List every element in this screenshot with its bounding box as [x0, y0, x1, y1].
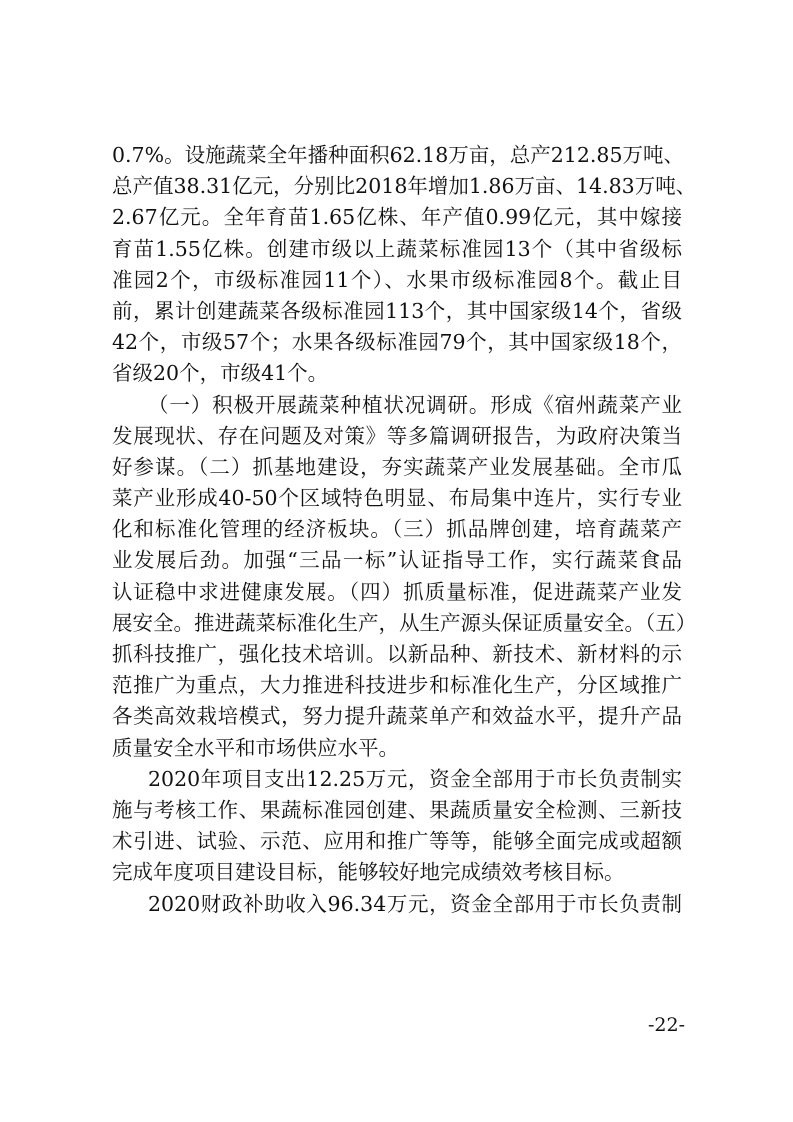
text-line: 化和标准化管理的经济板块。（三）抓品牌创建，培育蔬菜产	[112, 517, 682, 542]
text-line: 2020财政补助收入96.34万元，资金全部用于市长负责制	[148, 891, 682, 916]
body-text	[112, 140, 697, 920]
text-line: 菜产业形成40-50个区域特色明显、布局集中连片，实行专业	[112, 486, 682, 511]
text-line: 前，累计创建蔬菜各级标准园113个，其中国家级14个，省级	[112, 298, 682, 323]
page-number: -22-	[648, 1014, 686, 1036]
text-line: 质量安全水平和市场供应水平。	[112, 735, 399, 760]
text-line: 术引进、试验、示范、应用和推广等等，能够全面完成或超额	[112, 829, 682, 854]
text-line: 发展现状、存在问题及对策》等多篇调研报告，为政府决策当	[112, 423, 682, 448]
text-line: 施与考核工作、果蔬标准园创建、果蔬质量安全检测、三新技	[112, 797, 682, 822]
text-line: 好参谋。（二）抓基地建设，夯实蔬菜产业发展基础。全市瓜	[112, 454, 682, 479]
text-line: 完成年度项目建设目标，能够较好地完成绩效考核目标。	[112, 860, 625, 885]
text-line: 展安全。推进蔬菜标准化生产，从生产源头保证质量安全。（五）	[112, 610, 697, 635]
text-line: 范推广为重点，大力推进科技进步和标准化生产，分区域推广	[112, 673, 682, 698]
text-line: 业发展后劲。加强“三品一标”认证指导工作，实行蔬菜食品	[112, 548, 682, 573]
text-line: 认证稳中求进健康发展。（四）抓质量标准，促进蔬菜产业发	[112, 579, 682, 604]
text-line: 省级20个，市级41个。	[112, 361, 329, 386]
text-line: 总产值38.31亿元，分别比2018年增加1.86万亩、14.83万吨、	[112, 174, 697, 199]
paragraph-1	[112, 140, 697, 390]
text-line: 抓科技推广，强化技术培训。以新品种、新技术、新材料的示	[112, 642, 682, 666]
text-line: 各类高效栽培模式，努力提升蔬菜单产和效益水平，提升产品	[112, 704, 682, 729]
text-line: （一）积极开展蔬菜种植状况调研。形成《宿州蔬菜产业	[148, 392, 682, 417]
text-line: 0.7%。设施蔬菜全年播种面积62.18万亩，总产212.85万吨、	[112, 143, 684, 167]
text-line: 育苗1.55亿株。创建市级以上蔬菜标准园13个（其中省级标	[112, 236, 682, 261]
text-line: 准园2个，市级标准园11个）、水果市级标准园8个。截止目	[112, 267, 682, 292]
paragraph-2	[112, 390, 697, 764]
text-line: 2.67亿元。全年育苗1.65亿株、年产值0.99亿元，其中嫁接	[112, 205, 682, 230]
paragraph-4	[112, 889, 682, 920]
text-line: 2020年项目支出12.25万元，资金全部用于市长负责制实	[148, 766, 682, 791]
text-line: 42个，市级57个；水果各级标准园79个，其中国家级18个，	[112, 330, 682, 355]
paragraph-3	[112, 764, 682, 889]
